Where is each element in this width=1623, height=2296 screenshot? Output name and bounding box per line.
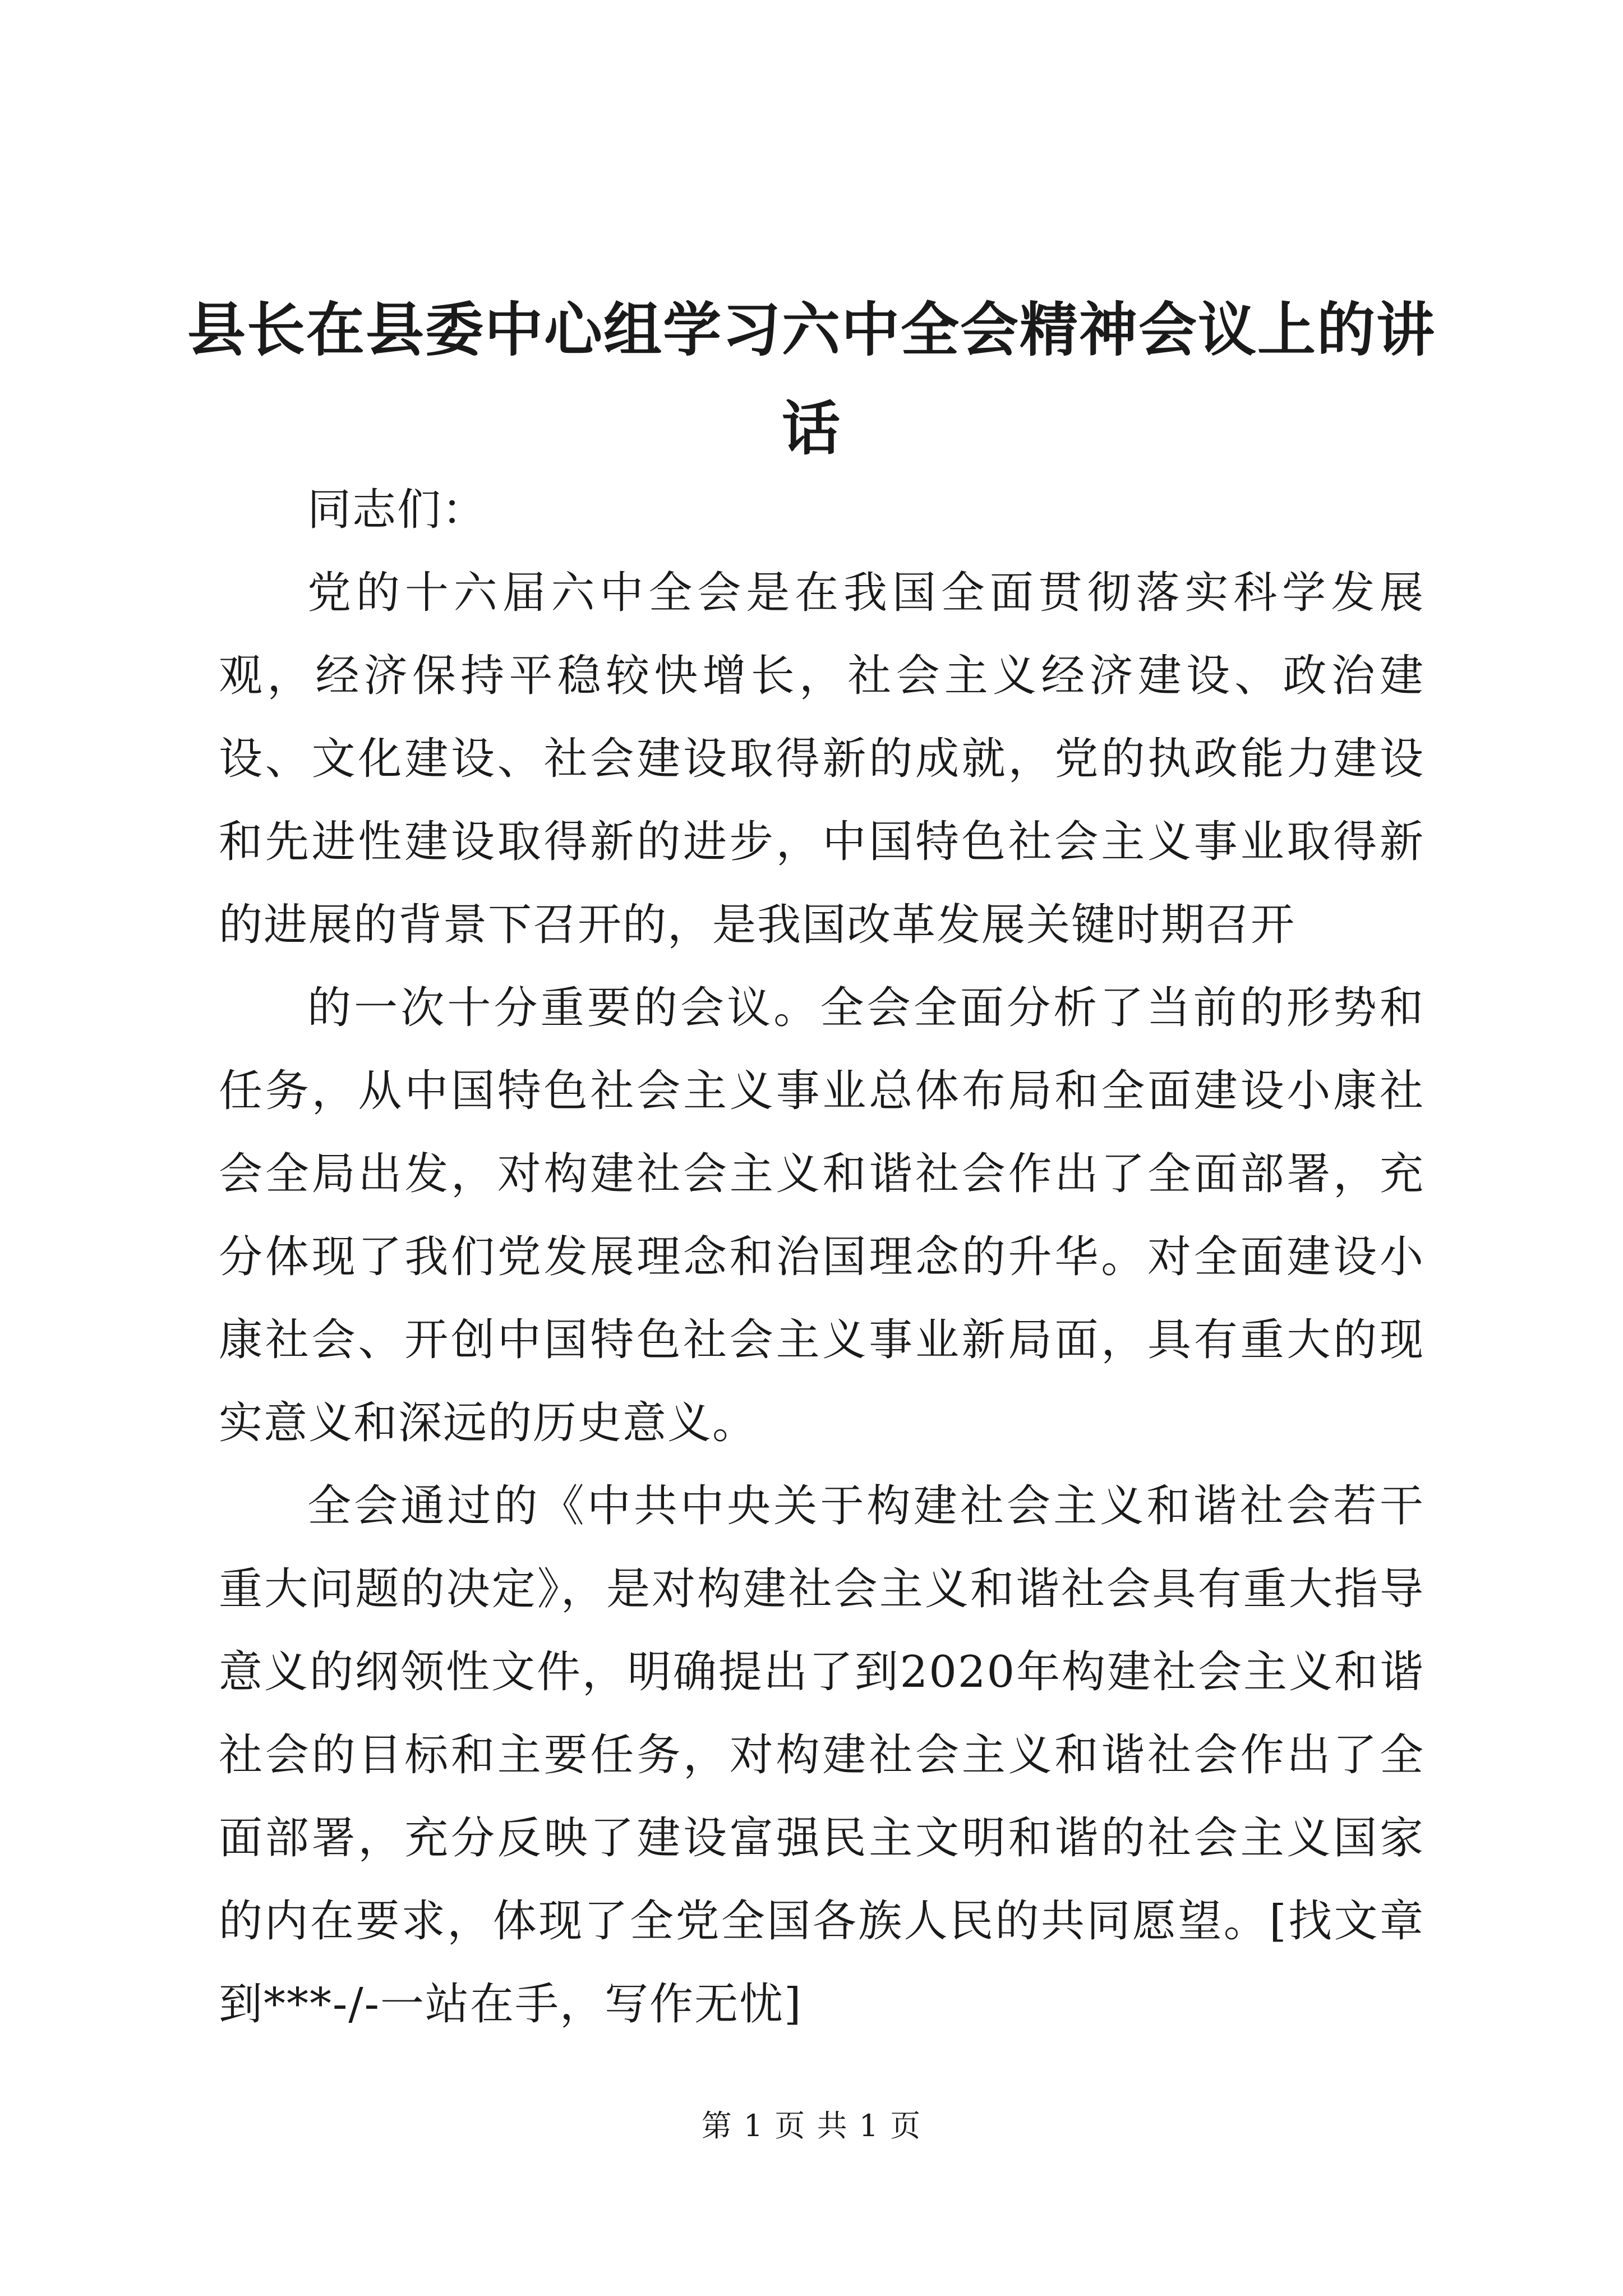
document-title: 县长在县委中心组学习六中全会精神会议上的讲话	[187, 295, 1436, 463]
document-body	[219, 468, 1424, 2046]
page-footer: 第 1 页 共 1 页	[701, 2108, 922, 2143]
body-paragraph-1: 党的十六届六中全会是在我国全面贯彻落实科学发展观，经济保持平稳较快增长，社会主义经济建设、政治建设、文化建设、社会建设取得新的成就，党的执政能力建设和先进性建设取得新的进步，中国特色社会主义事业取得新的进展的背景下召开的，是我国改革发展关键时期召开	[219, 568, 1424, 950]
body-paragraph-3: 全会通过的《中共中央关于构建社会主义和谐社会若干重大问题的决定》，是对构建社会主义和谐社会具有重大指导意义的纲领性文件，明确提出了到2020年构建社会主义和谐社会的目标和主要任务，对构建社会主义和谐社会作出了全面部署，充分反映了建设富强民主文明和谐的社会主义国家的内在要求，体现了全党全国各族人民的共同愿望。[找文章到***-/-一站在手，写作无忧]	[219, 1481, 1424, 2030]
salutation-paragraph: 同志们：	[307, 485, 487, 535]
body-paragraph-2: 的一次十分重要的会议。全会全面分析了当前的形势和任务，从中国特色社会主义事业总体布局和全面建设小康社会全局出发，对构建社会主义和谐社会作出了全面部署，充分体现了我们党发展理念和治国理念的升华。对全面建设小康社会、开创中国特色社会主义事业新局面，具有重大的现实意义和深远的历史意义。	[219, 983, 1424, 1448]
